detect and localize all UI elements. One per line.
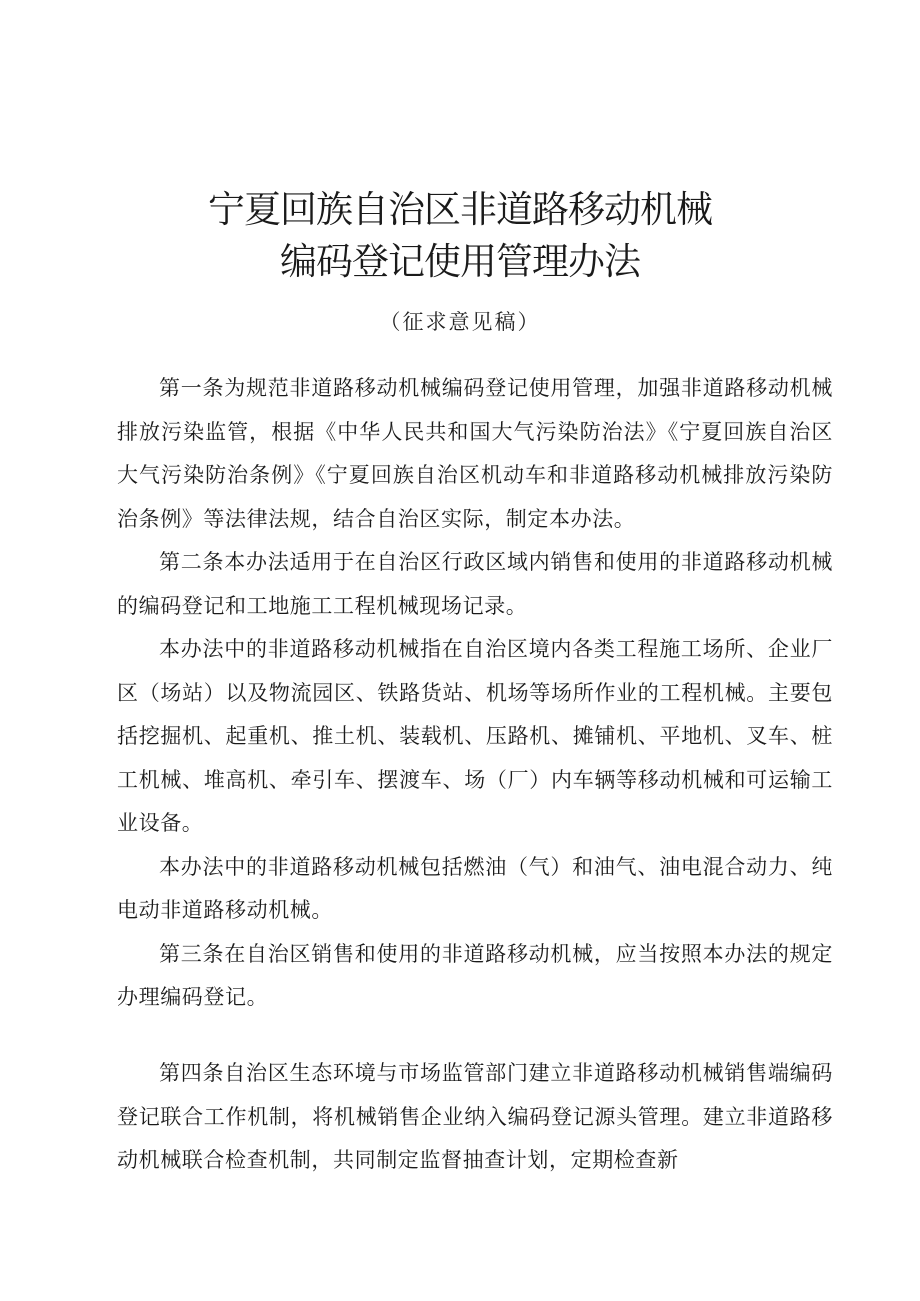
- article-1-paragraph: 第一条为规范非道路移动机械编码登记使用管理，加强非道路移动机械排放污染监管，根据《中华人民共和国大气污染防治法》《宁夏回族自治区大气污染防治条例》《宁夏回族自治区机动车和非道路移动机械排放污染防治条例》等法律法规，结合自治区实际，制定本办法。: [117, 376, 833, 531]
- document-subtitle: （征求意见稿）: [379, 310, 541, 334]
- document-body-continued: [117, 1052, 833, 1183]
- article-2-paragraph: 第二条本办法适用于在自治区行政区域内销售和使用的非道路移动机械的编码登记和工地施工工程机械现场记录。: [117, 550, 833, 618]
- article-4-paragraph: 第四条自治区生态环境与市场监管部门建立非道路移动机械销售端编码登记联合工作机制，将机械销售企业纳入编码登记源头管理。建立非道路移动机械联合检查机制，共同制定监督抽查计划，定期检查新: [117, 1061, 833, 1172]
- scope-paragraph: 本办法中的非道路移动机械包括燃油（气）和油气、油电混合动力、纯电动非道路移动机械。: [117, 854, 833, 922]
- document-body: [117, 367, 833, 1020]
- document-title-line-2: 编码登记使用管理办法: [280, 240, 640, 283]
- definition-paragraph: 本办法中的非道路移动机械指在自治区境内各类工程施工场所、企业厂区（场站）以及物流园区、铁路货站、机场等场所作业的工程机械。主要包括挖掘机、起重机、推土机、装载机、压路机、摊铺机、平地机、叉车、桩工机械、堆高机、牵引车、摆渡车、场（厂）内车辆等移动机械和可运输工业设备。: [117, 637, 833, 835]
- document-title-line-1: 宁夏回族自治区非道路移动机械: [208, 188, 712, 231]
- article-3-paragraph: 第三条在自治区销售和使用的非道路移动机械，应当按照本办法的规定办理编码登记。: [117, 941, 833, 1009]
